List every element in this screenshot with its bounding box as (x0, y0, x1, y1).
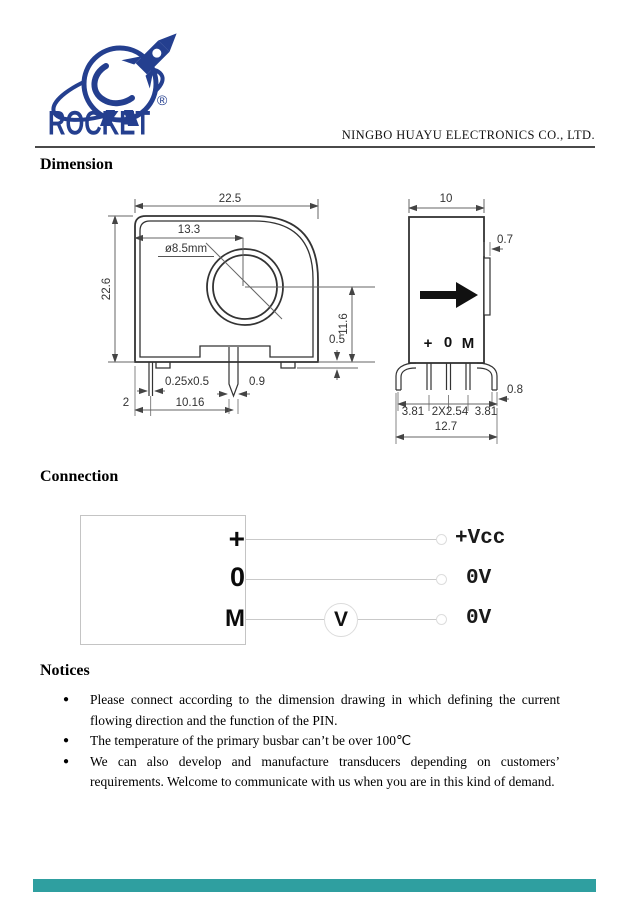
dim-edge-to-pin: 2 (122, 397, 130, 409)
notice-text-2: The temperature of the primary busbar can’t be over 100℃ (90, 733, 412, 748)
wire-vcc (246, 539, 437, 540)
notices-section-title: Notices (40, 662, 90, 679)
bullet-icon: ● (63, 735, 70, 746)
dimension-drawing-svg (0, 185, 630, 455)
dim-pin-section: 0.25x0.5 (164, 376, 210, 388)
conn-pin-m: M (225, 605, 245, 632)
terminal-label-vcc: +Vcc (455, 527, 506, 550)
notice-text-3: We can also develop and manufacture transducers depending on customers’ requirements. Welcome to communicate with us when you are in this kind of demand. (90, 753, 560, 789)
bullet-icon: ● (63, 694, 70, 705)
dimension-section-title: Dimension (40, 156, 113, 173)
dim-overall-width: 22.5 (218, 193, 242, 205)
dim-left-leg-to-pin: 3.81 (401, 406, 425, 418)
list-item (63, 731, 563, 752)
notices-list (63, 690, 563, 793)
logo-wordmark: ROCKET (48, 103, 151, 143)
dimension-drawing (0, 185, 630, 455)
dim-total-width: 12.7 (434, 421, 458, 433)
wire-zero (246, 579, 437, 580)
terminal-label-m: 0V (466, 607, 492, 630)
header-rule (35, 146, 595, 148)
terminal-circle-m (436, 614, 447, 625)
dim-hole-offset: 13.3 (177, 224, 201, 236)
dim-tab-width: 0.7 (497, 234, 513, 246)
registered-trademark-icon: ® (157, 92, 168, 108)
dim-overall-height: 22.6 (101, 277, 113, 301)
dim-bottom-step: 0.5 (329, 334, 345, 346)
dim-pin-pitch: 2X2.54 (431, 406, 469, 418)
wire-m-right (358, 619, 437, 620)
connection-section-title: Connection (40, 468, 119, 485)
company-name: NINGBO HUAYU ELECTRONICS CO., LTD. (341, 128, 595, 142)
side-pin-m-label: M (461, 335, 475, 352)
conn-pin-plus: + (228, 523, 245, 554)
bullet-icon: ● (63, 755, 70, 767)
side-pin-plus-label: + (423, 335, 433, 352)
dim-body-width: 10 (439, 193, 453, 205)
dim-leg-thickness: 0.8 (507, 384, 523, 396)
dim-hole-diameter: ø8.5mm (158, 243, 214, 257)
terminal-circle-zero (436, 574, 447, 585)
voltmeter-icon: V (324, 603, 358, 637)
dim-pin-to-right-leg: 3.81 (474, 406, 498, 418)
side-pin-zero-label: 0 (443, 334, 453, 351)
list-item (63, 690, 563, 731)
terminal-circle-vcc (436, 534, 447, 545)
notice-text-1: Please connect according to the dimension drawing in which defining the current flowing direction and the function of the PIN. (90, 692, 560, 728)
list-item (63, 752, 563, 793)
dim-middle-pin-width: 0.9 (249, 376, 265, 388)
conn-pin-zero: 0 (229, 562, 245, 592)
terminal-label-zero: 0V (466, 567, 492, 590)
footer-bar (33, 879, 596, 892)
wire-m-left (246, 619, 324, 620)
side-view-outline (396, 217, 497, 390)
dim-pin-spacing: 10.16 (175, 397, 205, 409)
dim-center-to-bottom: 11.6 (338, 313, 350, 335)
